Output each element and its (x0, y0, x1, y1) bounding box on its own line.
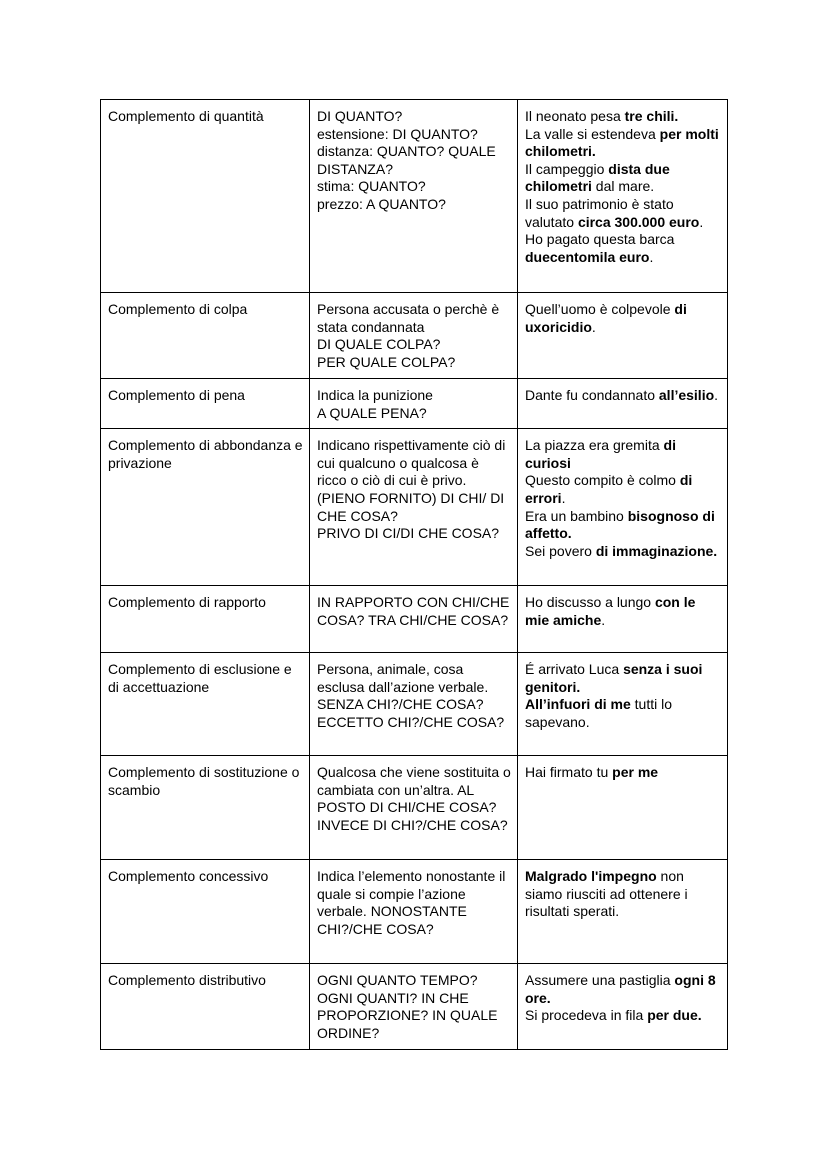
example-sentence (525, 868, 721, 921)
example-text: Il neonato pesa (525, 108, 625, 124)
example-text: Ho discusso a lungo (525, 594, 655, 611)
complement-name: Complemento di quantità (108, 108, 264, 124)
example-text: Quell’uomo è colpevole (525, 301, 675, 317)
example-sentence (525, 437, 721, 472)
complement-examples-cell (518, 586, 728, 653)
example-highlight: All’infuori di me (525, 696, 631, 713)
example-sentence (525, 1007, 721, 1025)
example-text: Era un bambino (525, 507, 628, 524)
table-row (101, 293, 728, 379)
example-highlight: per due. (647, 1007, 702, 1024)
table-row (101, 653, 728, 756)
table-row (101, 586, 728, 653)
complement-questions-cell (310, 756, 518, 860)
example-highlight: circa 300.000 euro (577, 213, 700, 230)
complement-examples-cell (518, 429, 728, 586)
complement-question: DI QUALE COLPA? (317, 336, 441, 353)
example-text: . (561, 489, 566, 506)
complement-name-cell (101, 293, 310, 379)
example-sentence (525, 126, 721, 161)
complement-examples-cell (518, 100, 728, 293)
complement-name: Complemento concessivo (108, 868, 269, 885)
example-sentence (525, 472, 721, 507)
complement-examples-cell (518, 860, 728, 964)
example-text: Hai firmato tu (525, 764, 613, 781)
example-text: Il suo patrimonio è stato valutato (525, 195, 674, 230)
example-text: . (649, 248, 654, 265)
example-sentence (525, 764, 721, 782)
example-highlight: duecentomila euro (525, 248, 650, 265)
example-highlight: ogni 8 ore. (525, 972, 716, 1006)
example-text: Assumere una pastiglia (525, 972, 675, 989)
example-highlight: dista due chilometri (525, 160, 670, 195)
example-sentence (525, 231, 721, 266)
complement-question: (PIENO FORNITO) DI CHI/ DI CHE COSA? (317, 489, 505, 524)
example-highlight: di uxoricidio (525, 301, 687, 335)
complement-question: Indica la punizione (317, 387, 433, 403)
example-text: non siamo riusciti ad ottenere i risultati sperati. (525, 868, 688, 920)
complement-questions-cell (310, 429, 518, 586)
complement-examples-cell (518, 964, 728, 1050)
example-sentence (525, 108, 721, 126)
example-sentence (525, 972, 721, 1007)
complement-name: Complemento di abbondanza e privazione (108, 437, 303, 471)
example-text: Ho pagato questa barca (525, 231, 675, 248)
example-highlight: per molti chilometri. (525, 125, 719, 160)
example-sentence (525, 161, 721, 196)
complements-table (100, 99, 728, 1050)
complement-examples-cell (518, 653, 728, 756)
complement-question: PER QUALE COLPA? (317, 353, 456, 370)
complement-name: Complemento di pena (108, 387, 245, 403)
complement-questions-cell (310, 100, 518, 293)
complement-questions-cell (310, 653, 518, 756)
table-row (101, 100, 728, 293)
example-text: É arrivato Luca (525, 661, 624, 678)
example-sentence (525, 196, 721, 231)
complement-questions-cell (310, 293, 518, 379)
example-text: Questo compito è colmo (525, 472, 680, 489)
complement-question: Qualcosa che viene sostituita o cambiata con un’altra. AL POSTO DI CHI/CHE COSA? INVECE DI CHI?/CHE COSA? (317, 764, 511, 833)
complements-table-body (101, 100, 728, 1050)
complement-question: stima: QUANTO? (317, 178, 426, 195)
complement-question: estensione: DI QUANTO? (317, 125, 478, 142)
complement-name-cell (101, 429, 310, 586)
complement-question: A QUALE PENA? (317, 404, 427, 421)
example-sentence (525, 696, 721, 731)
example-highlight: bisognoso di affetto. (525, 507, 715, 542)
complement-question: IN RAPPORTO CON CHI/CHE COSA? TRA CHI/CHE COSA? (317, 594, 510, 628)
example-text: . (591, 318, 596, 335)
example-highlight: all’esilio (658, 387, 715, 403)
example-sentence (525, 301, 721, 336)
example-text: tutti lo sapevano. (525, 696, 673, 730)
table-row (101, 429, 728, 586)
complement-name-cell (101, 586, 310, 653)
complement-questions-cell (310, 586, 518, 653)
complement-name-cell (101, 653, 310, 756)
complement-name-cell (101, 860, 310, 964)
example-text: Si procedeva in fila (525, 1007, 648, 1024)
example-text: La valle si estendeva (525, 125, 660, 142)
example-highlight: di immaginazione. (595, 542, 718, 559)
example-sentence (525, 508, 721, 543)
complement-question: PRIVO DI CI/DI CHE COSA? (317, 525, 500, 542)
complement-examples-cell (518, 379, 728, 429)
example-highlight: tre chili. (624, 108, 679, 124)
table-row (101, 379, 728, 429)
example-text: . (699, 213, 704, 230)
complement-question: distanza: QUANTO? QUALE DISTANZA? (317, 143, 496, 177)
example-sentence (525, 661, 721, 696)
example-sentence (525, 387, 721, 405)
example-highlight: per me (612, 764, 659, 781)
example-text: Dante fu condannato (525, 387, 659, 403)
example-highlight: Malgrado l'impegno (525, 868, 657, 885)
example-text: La piazza era gremita (525, 437, 664, 454)
complement-question: OGNI QUANTO TEMPO? OGNI QUANTI? IN CHE PROPORZIONE? IN QUALE ORDINE? (317, 972, 498, 1041)
complement-name-cell (101, 756, 310, 860)
complement-question: DI QUANTO? (317, 108, 403, 124)
complement-name-cell (101, 100, 310, 293)
complement-name-cell (101, 964, 310, 1050)
table-row (101, 756, 728, 860)
example-highlight: di curiosi (525, 437, 676, 471)
complement-name-cell (101, 379, 310, 429)
table-row (101, 860, 728, 964)
complement-question: Indicano rispettivamente ciò di cui qualcuno o qualcosa è ricco o ciò di cui è privo. (317, 437, 506, 489)
complement-examples-cell (518, 756, 728, 860)
complement-name: Complemento distributivo (108, 972, 266, 989)
example-sentence (525, 543, 721, 561)
complement-questions-cell (310, 964, 518, 1050)
complement-name: Complemento di rapporto (108, 594, 266, 611)
example-highlight: con le mie amiche (525, 594, 696, 628)
table-row (101, 964, 728, 1050)
complement-name: Complemento di colpa (108, 301, 248, 317)
complement-questions-cell (310, 860, 518, 964)
complement-question: Persona, animale, cosa esclusa dall’azione verbale. SENZA CHI?/CHE COSA? ECCETTO CHI?/CHE COSA? (317, 661, 505, 730)
example-highlight: di errori (525, 472, 693, 506)
example-text: Il campeggio (525, 160, 609, 177)
example-text: Sei povero (525, 542, 596, 559)
complement-question: Persona accusata o perchè è stata condannata (317, 301, 500, 335)
example-highlight: senza i suoi genitori. (525, 661, 703, 695)
example-sentence (525, 594, 721, 629)
complement-questions-cell (310, 379, 518, 429)
complement-name: Complemento di esclusione e di accettuazione (108, 661, 292, 695)
example-text: . (601, 611, 606, 628)
example-text: dal mare. (591, 178, 655, 195)
example-text: . (714, 387, 719, 403)
complement-name: Complemento di sostituzione o scambio (108, 764, 300, 798)
complement-examples-cell (518, 293, 728, 379)
complement-question: prezzo: A QUANTO? (317, 195, 446, 212)
complement-question: Indica l’elemento nonostante il quale si compie l’azione verbale. NONOSTANTE CHI?/CHE COSA? (317, 868, 506, 937)
